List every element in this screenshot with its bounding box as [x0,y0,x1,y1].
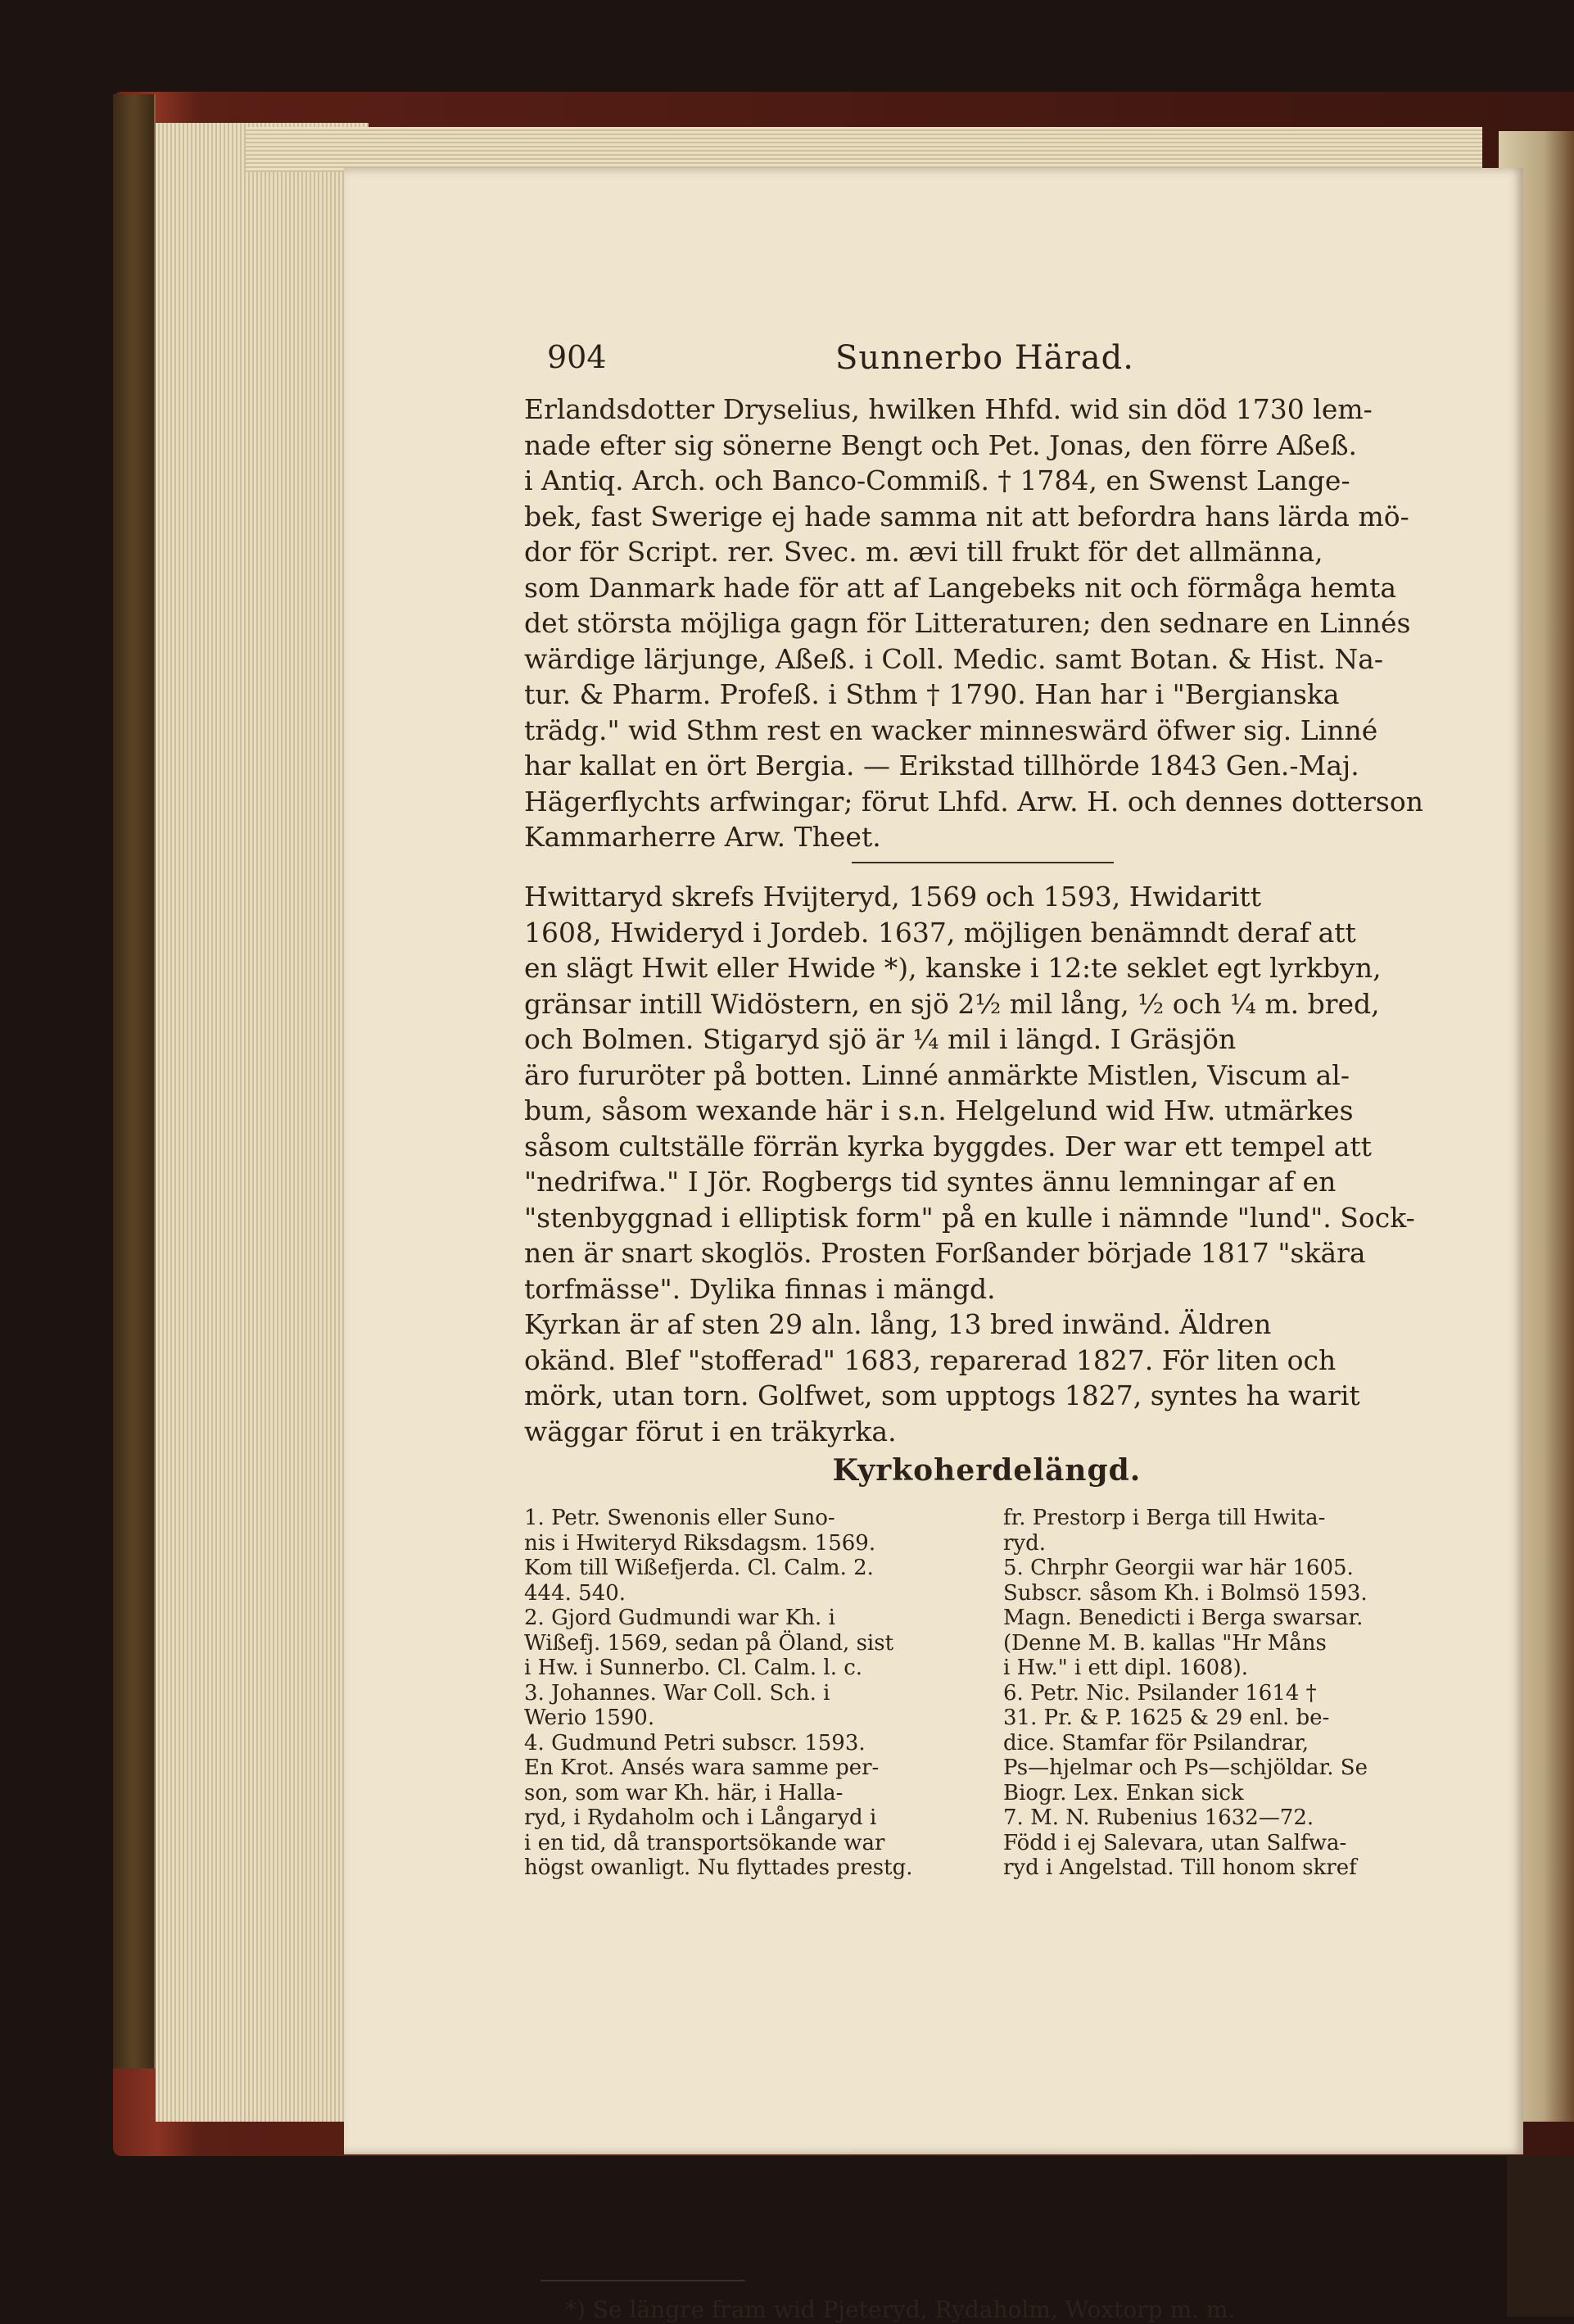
footnote-divider [540,2280,745,2281]
page-number: 904 [547,339,607,375]
running-head [524,334,1450,380]
page-title: Sunnerbo Härad. [835,339,1134,377]
section-heading: Kyrkoherdelängd. [832,1453,1142,1488]
page-edges-top [246,127,1482,172]
footnote: *) Se längre fram wid Pjeteryd, Rydaholm, Woxtorp m. m. [565,2296,1236,2323]
book-spine [113,94,156,2068]
page-edges-left [156,123,369,2122]
clergy-list-right-column: fr. Prestorp i Berga till Hwita- ryd. 5. Chrphr Georgii war här 1605. Subscr. såsom Kh. i Bolmsö 1593. Magn. Benedicti i Berga swarsar. (Denne M. B. kallas "Hr Måns i Hw." i ett dipl. 1608). 6. Petr. Nic. Psilander 1614 † 31. Pr. & P. 1625 & 29 enl. be- dice. Stamfar för Psilandrar, Ps—hjelmar och Ps—schjöldar. Se Biogr. Lex. Enkan sick 7. M. N. Rubenius 1632—72. Född i ej Salevara, utan Salfwa- ryd i Angelstad. Till honom skref [1003,1506,1368,1880]
clergy-list-left-column: 1. Petr. Swenonis eller Suno- nis i Hwiteryd Riksdagsm. 1569. Kom till Wißefjerda. Cl. Calm. 2. 444. 540. 2. Gjord Gudmundi war Kh. i Wißefj. 1569, sedan på Öland, sist i Hw. i Sunnerbo. Cl. Calm. l. c. 3. Johannes. War Coll. Sch. i Werio 1590. 4. Gudmund Petri subscr. 1593. En Krot. Ansés wara samme per- son, som war Kh. här, i Halla- ryd, i Rydaholm och i Långaryd i i en tid, då transportsökande war högst owanligt. Nu flyttades prestg. [524,1506,913,1880]
paragraph-hwittaryd: Hwittaryd skrefs Hvijteryd, 1569 och 1593, Hwidaritt 1608, Hwideryd i Jordeb. 1637, möjligen benämndt deraf att en slägt Hwit eller Hwide *), kanske i 12:te seklet egt lyrkbyn, gränsar intill Widöstern, en sjö 2½ mil lång, ½ och ¼ m. bred, och Bolmen. Stigaryd sjö är ¼ mil i längd. I Gräsjön äro fururöter på botten. Linné anmärkte Mistlen, Viscum al- bum, såsom wexande här i s.n. Helgelund wid Hw. utmärkes såsom cultställe förrän kyrka byggdes. Der war ett tempel att "nedrifwa." I Jör. Rogbergs tid syntes ännu lemningar af en "stenbyggnad i elliptisk form" på en kulle i nämnde "lund". Sock- nen är snart skoglös. Prosten Forßander började 1817 "skära torfmässe". Dylika finnas i mängd. Kyrkan är af sten 29 aln. lång, 13 bred inwänd. Äldren okänd. Blef "stofferad" 1683, reparerad 1827. För liten och mörk, utan torn. Golfwet, som upptogs 1827, syntes ha warit wäggar förut i en träkyrka. [524,881,1415,1447]
section-divider [852,862,1114,863]
paragraph-erlandsdotter: Erlandsdotter Dryselius, hwilken Hhfd. wid sin död 1730 lem- nade efter sig sönerne Bengt och Pet. Jonas, den förre Aßeß. i Antiq. Arch. och Banco-Commiß. † 1784, en Swenst Lange- bek, fast Swerige ej hade samma nit att befordra hans lärda mö- dor för Script. rer. Svec. m. ævi till frukt för det allmänna, som Danmark hade för att af Langebeks nit och förmåga hemta det största möjliga gagn för Litteraturen; den sednare en Linnés wärdige lärjunge, Aßeß. i Coll. Medic. samt Botan. & Hist. Na- tur. & Pharm. Profeß. i Sthm † 1790. Han har i "Bergianska trädg." wid Sthm rest en wacker minneswärd öfwer sig. Linné har kallat en ört Bergia. — Erikstad tillhörde 1843 Gen.-Maj. Hägerflychts arfwingar; förut Lhfd. Arw. H. och dennes dotterson Kammarherre Arw. Theet. [524,393,1423,853]
